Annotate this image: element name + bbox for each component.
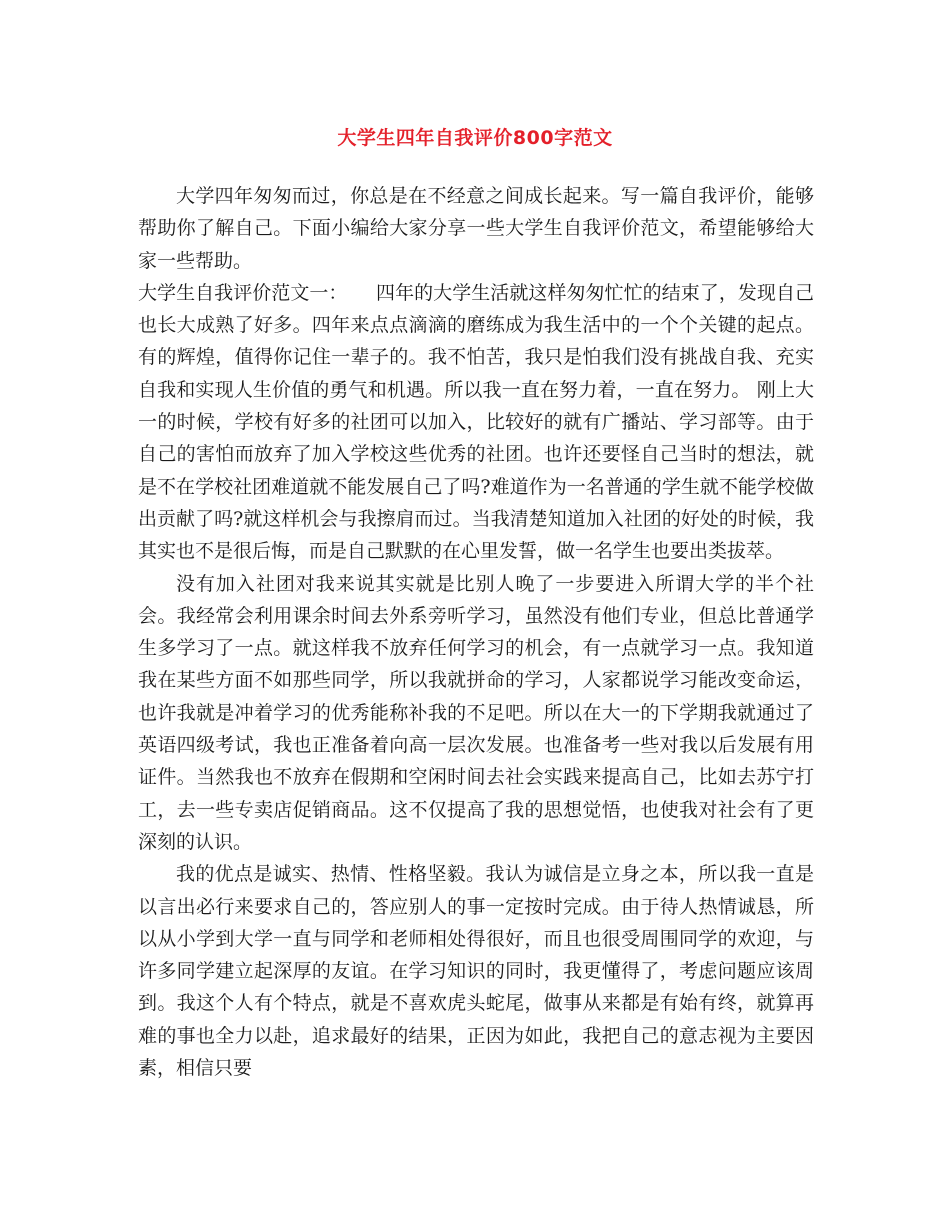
document-title: 大学生四年自我评价800字范文 [337,127,613,149]
paragraph-strengths: 我的优点是诚实、热情、性格坚毅。我认为诚信是立身之本，所以我一直是以言出必行来要求自己的，答应别人的事一定按时完成。由于待人热情诚恳，所以从小学到大学一直与同学和老师相处得很好，而且也很受周围同学的欢迎，与许多同学建立起深厚的友谊。在学习知识的同时，我更懂得了，考虑问题应该周到。我这个人有个特点，就是不喜欢虎头蛇尾，做事从来都是有始有终，就算再难的事也全力以赴，追求最好的结果，正因为如此，我把自己的意志视为主要因素，相信只要 [138,863,814,1080]
document-body [138,180,814,1084]
paragraph-sample-one: 大学生自我评价范文一： 四年的大学生活就这样匆匆忙忙的结束了，发现自己也长大成熟了好多。四年来点点滴滴的磨练成为我生活中的一个个关键的起点。有的辉煌，值得你记住一辈子的。我不怕苦，我只是怕我们没有挑战自我、充实自我和实现人生价值的勇气和机遇。所以我一直在努力着，一直在努力。 刚上大一的时候，学校有好多的社团可以加入，比较好的就有广播站、学习部等。由于自己的害怕而放弃了加入学校这些优秀的社团。也许还要怪自己当时的想法，就是不在学校社团难道就不能发展自己了吗?难道作为一名普通的学生就不能学校做出贡献了吗?就这样机会与我擦肩而过。当我清楚知道加入社团的好处的时候，我其实也不是很后悔，而是自己默默的在心里发誓，做一名学生也要出类拔萃。 [138,281,814,563]
paragraph-extracurricular: 没有加入社团对我来说其实就是比别人晚了一步要进入所谓大学的半个社会。我经常会利用课余时间去外系旁听学习，虽然没有他们专业，但总比普通学生多学习了一点。就这样我不放弃任何学习的机会，有一点就学习一点。我知道我在某些方面不如那些同学，所以我就拼命的学习，人家都说学习能改变命运，也许我就是冲着学习的优秀能称补我的不足吧。所以在大一的下学期我就通过了英语四级考试，我也正准备着向高一层次发展。也准备考一些对我以后发展有用证件。当然我也不放弃在假期和空闲时间去社会实践来提高自己，比如去苏宁打工，去一些专卖店促销商品。这不仅提高了我的思想觉悟，也使我对社会有了更深刻的认识。 [138,572,814,853]
paragraph-intro: 大学四年匆匆而过，你总是在不经意之间成长起来。写一篇自我评价，能够帮助你了解自己。下面小编给大家分享一些大学生自我评价范文，希望能够给大家一些帮助。 [138,185,814,272]
